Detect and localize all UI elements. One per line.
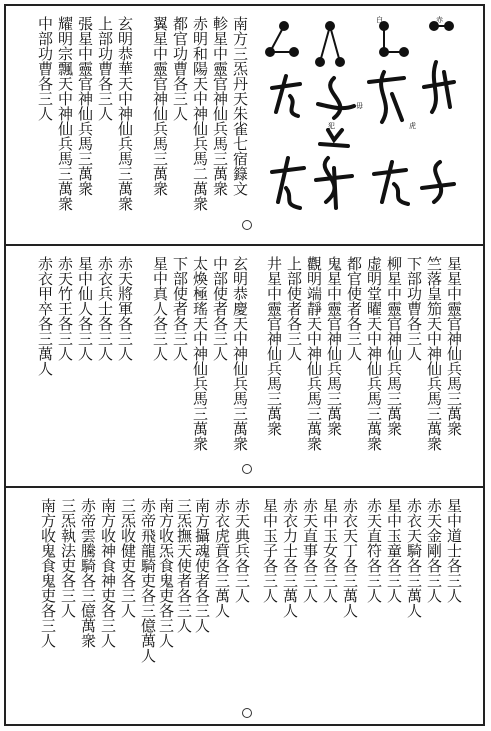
text-column: 赤天直符各三人	[365, 498, 383, 603]
text-column: 赤衣兵士各三人	[96, 256, 114, 361]
text-column: 赤天竹王各三人	[56, 256, 74, 361]
text-column: 南方攝魂使者各三人	[193, 498, 211, 633]
text-column: 星中玉子各三人	[261, 498, 279, 603]
text-column: 星中仙人各三人	[76, 256, 94, 361]
binding-hole	[242, 220, 252, 230]
text-column: 赤天典兵各三人	[233, 498, 251, 603]
text-column: 耀明宗飄天中神仙兵馬三萬衆	[56, 16, 74, 211]
talisman-note: 犯	[328, 122, 335, 130]
text-column: 下部使者各三人	[171, 256, 189, 361]
text-column: 都官使者各三人	[345, 256, 363, 361]
text-column: 玄明恭慶天中神仙兵馬三萬衆	[231, 256, 249, 451]
text-column: 赤衣天丁各三萬人	[341, 498, 359, 618]
text-column: 赤衣天騎各三萬人	[405, 498, 423, 618]
text-column: 南方收神食神吏各三人	[99, 498, 117, 648]
text-column: 虚明堂曜天中神仙兵馬三萬衆	[365, 256, 383, 451]
text-column: 赤天金剛各三人	[425, 498, 443, 603]
text-column: 軫星中靈官神仙兵馬三萬衆	[211, 16, 229, 196]
text-column: 赤帝飛龍騎吏各三億萬人	[139, 498, 157, 663]
text-column: 三炁執法吏各三人	[59, 498, 77, 618]
text-column: 翼星中靈官神仙兵馬三萬衆	[151, 16, 169, 196]
text-column: 上部使者各三人	[285, 256, 303, 361]
text-column: 中部功曹各三人	[36, 16, 54, 121]
talisman-note: 赤	[436, 16, 443, 24]
talisman-note: 白	[376, 16, 383, 24]
text-column: 太煥極瑤天中神仙兵馬三萬衆	[191, 256, 209, 451]
text-column: 上部功曹各三人	[96, 16, 114, 121]
text-column: 赤天將軍各三人	[116, 256, 134, 361]
text-column: 柳星中靈官神仙兵馬三萬衆	[385, 256, 403, 436]
text-column: 竺落皇笳天中神仙兵馬三萬衆	[425, 256, 443, 451]
text-column: 南方收炁食鬼吏各三人	[157, 498, 175, 648]
text-column: 赤帝雲騰騎各三億萬衆	[79, 498, 97, 648]
text-column: 赤衣力士各三萬人	[281, 498, 299, 618]
binding-hole	[242, 464, 252, 474]
text-column: 星中真人各三人	[151, 256, 169, 361]
text-column: 三炁撫天使者各三人	[175, 498, 193, 633]
text-column: 下部功曹各三人	[405, 256, 423, 361]
text-column: 南方收鬼食鬼吏各三人	[39, 498, 57, 648]
text-column: 南方三炁丹天朱雀七宿籙文	[231, 16, 249, 196]
binding-hole	[242, 708, 252, 718]
scripture-page	[4, 4, 485, 726]
text-column: 赤明和陽天中神仙兵馬二萬衆	[191, 16, 209, 211]
text-column: 三炁收健吏各三人	[119, 498, 137, 618]
text-column: 星中道士各三人	[445, 498, 463, 603]
talisman-note: 虎	[409, 122, 416, 130]
text-column: 玄明恭華天中神仙兵馬三萬衆	[116, 16, 134, 211]
panel-1	[6, 6, 483, 244]
text-column: 觀明端靜天中神仙兵馬三萬衆	[305, 256, 323, 451]
text-column: 鬼星中靈官神仙兵馬三萬衆	[325, 256, 343, 436]
talisman-figure	[264, 12, 464, 222]
text-column: 赤衣虎賁各三萬人	[213, 498, 231, 618]
text-column: 星星中靈官神仙兵馬三萬衆	[445, 256, 463, 436]
text-column: 張星中靈官神仙兵馬三萬衆	[76, 16, 94, 196]
text-column: 赤衣甲卒各三萬人	[36, 256, 54, 376]
panel-2	[6, 246, 483, 486]
panel-3	[6, 488, 483, 724]
text-column: 井星中靈官神仙兵馬三萬衆	[265, 256, 283, 436]
text-column: 星中玉童各三人	[385, 498, 403, 603]
text-column: 都官功曹各三人	[171, 16, 189, 121]
text-column: 中部使者各三人	[211, 256, 229, 361]
talisman-note: 毋	[356, 102, 363, 110]
text-column: 星中玉女各三人	[321, 498, 339, 603]
text-column: 赤天直事各三人	[301, 498, 319, 603]
